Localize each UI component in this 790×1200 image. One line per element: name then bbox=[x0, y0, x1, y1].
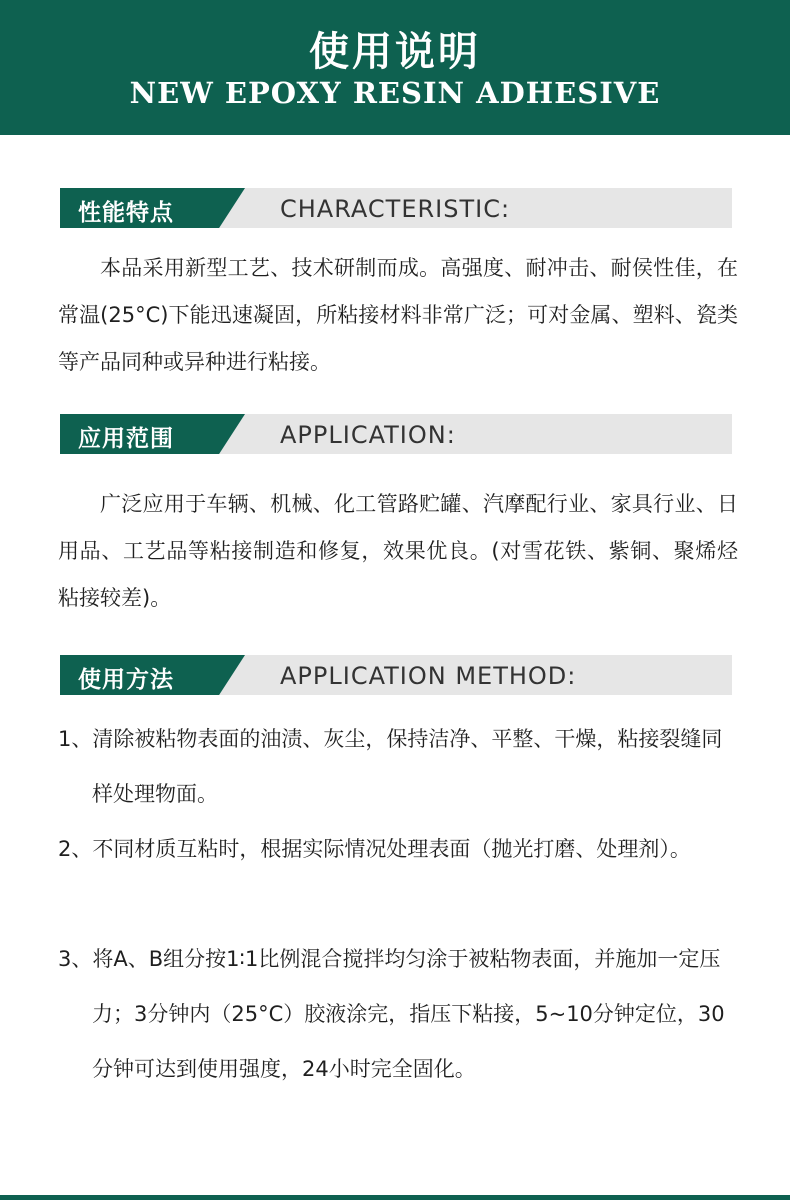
section-header-application bbox=[60, 414, 732, 454]
method-step-3: 3、将A、B组分按1∶1比例混合搅拌均匀涂于被粘物表面，并施加一定压力；3分钟内（25°C）胶液涂完，指压下粘接，5~10分钟定位，30分钟可达到使用强度，24小时完全固化。 bbox=[58, 947, 725, 1081]
method-step-2: 2、不同材质互粘时，根据实际情况处理表面（抛光打磨、处理剂）。 bbox=[58, 837, 691, 861]
section-header-method bbox=[60, 655, 732, 695]
application-paragraph: 广泛应用于车辆、机械、化工管路贮罐、汽摩配行业、家具行业、日用品、工艺品等粘接制造和修复，效果优良。(对雪花铁、紫铜、聚烯烃粘接较差)。 bbox=[58, 492, 738, 610]
page-title: 使用说明 bbox=[309, 29, 481, 75]
page-subtitle: NEW EPOXY RESIN ADHESIVE bbox=[129, 76, 661, 110]
section-title-en: APPLICATION: bbox=[280, 421, 456, 449]
section-title-en: APPLICATION METHOD: bbox=[280, 662, 577, 690]
section-tag-label: 性能特点 bbox=[78, 199, 174, 226]
characteristic-paragraph: 本品采用新型工艺、技术研制而成。高强度、耐冲击、耐侯性佳，在常温(25°C)下能迅速凝固，所粘接材料非常广泛；可对金属、塑料、瓷类等产品同种或异种进行粘接。 bbox=[58, 256, 738, 374]
bottom-border bbox=[0, 1195, 790, 1200]
section-tag-label: 使用方法 bbox=[78, 666, 174, 693]
method-step-1: 1、清除被粘物表面的油渍、灰尘，保持洁净、平整、干燥，粘接裂缝同样处理物面。 bbox=[58, 727, 723, 806]
header-banner bbox=[0, 0, 790, 135]
section-title-en: CHARACTERISTIC: bbox=[280, 195, 511, 223]
section-header-characteristic bbox=[60, 188, 732, 228]
section-tag-label: 应用范围 bbox=[78, 425, 174, 452]
